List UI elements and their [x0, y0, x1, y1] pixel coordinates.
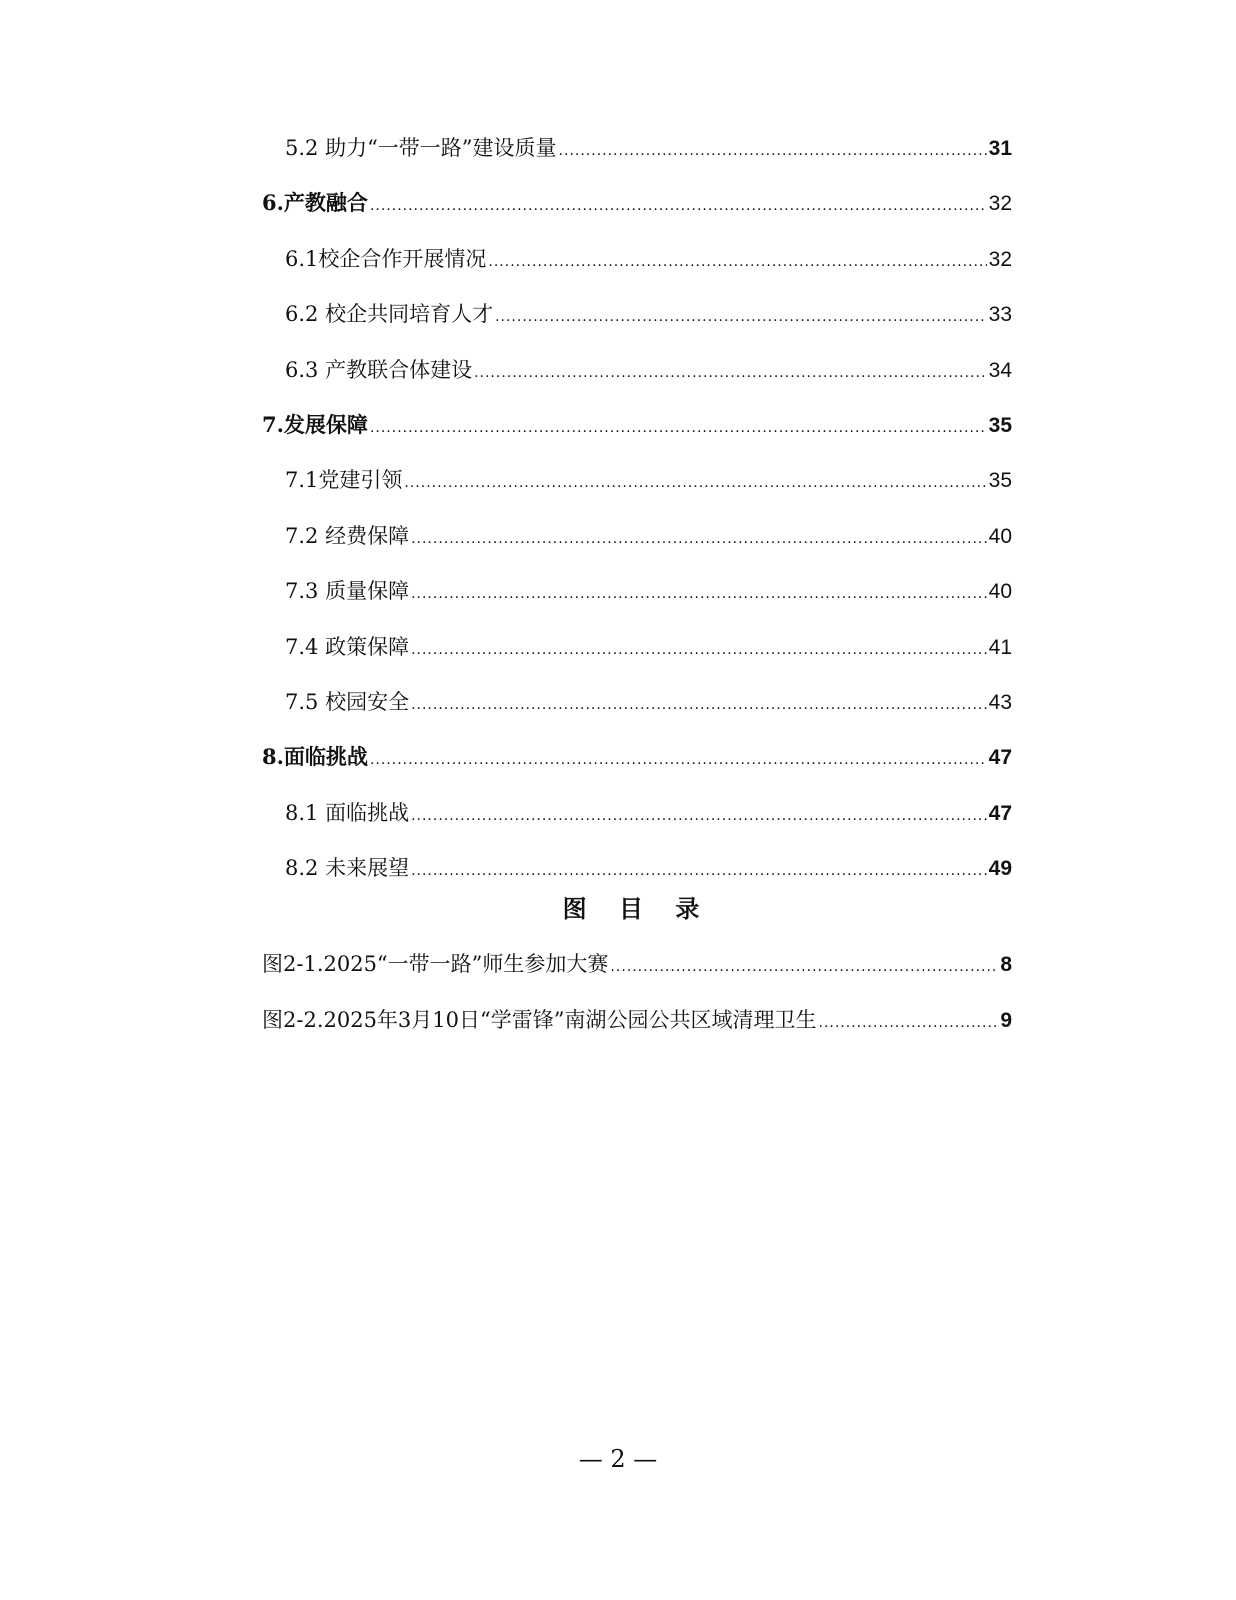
toc-entry-label: 8.2 未来展望 — [285, 856, 410, 881]
toc-entry-label: 6.2 校企共同培育人才 — [285, 302, 494, 327]
toc-entry-label: 7.4 政策保障 — [285, 634, 410, 659]
table-of-contents — [262, 128, 1012, 1055]
toc-entry-page: 40 — [988, 524, 1012, 548]
toc-entry[interactable] — [262, 405, 1012, 460]
dot-leader — [559, 131, 987, 171]
toc-entry[interactable] — [262, 737, 1012, 792]
toc-entry-page: 47 — [988, 746, 1012, 770]
toc-entry-page: 32 — [988, 192, 1012, 216]
toc-entry-page: 8 — [1000, 953, 1012, 977]
toc-entry-page: 32 — [988, 247, 1012, 271]
toc-entry-label: 7.发展保障 — [262, 411, 368, 437]
toc-entry-page: 49 — [988, 857, 1012, 881]
dot-leader — [474, 353, 987, 393]
toc-entry[interactable] — [262, 944, 1012, 999]
toc-entry[interactable] — [262, 128, 1012, 183]
dot-leader — [411, 685, 987, 725]
toc-entry[interactable] — [262, 682, 1012, 737]
toc-entry-page: 35 — [988, 413, 1012, 437]
toc-entry[interactable] — [262, 239, 1012, 294]
dot-leader — [411, 519, 987, 559]
toc-entry-page: 41 — [988, 635, 1012, 659]
toc-entry-page: 35 — [988, 469, 1012, 493]
toc-entry[interactable] — [262, 627, 1012, 682]
toc-entry-page: 34 — [988, 358, 1012, 382]
toc-entry-page: 33 — [988, 303, 1012, 327]
toc-entry-label: 5.2 助力“一带一路”建设质量 — [285, 136, 557, 160]
dot-leader — [370, 408, 987, 448]
toc-entry-page: 47 — [988, 801, 1012, 825]
toc-entry[interactable] — [262, 460, 1012, 515]
toc-entry-page: 40 — [988, 580, 1012, 604]
toc-entry[interactable] — [262, 1000, 1012, 1055]
toc-entry-label: 图2-1.2025“一带一路”师生参加大赛 — [262, 952, 609, 977]
toc-entry-label: 8.1 面临挑战 — [285, 800, 410, 825]
dot-leader — [370, 740, 987, 780]
toc-entry-page: 31 — [988, 137, 1012, 160]
dot-leader — [370, 186, 987, 226]
figure-toc-title: 图 目 录 — [562, 894, 712, 924]
toc-entry-label: 8.面临挑战 — [262, 744, 368, 770]
toc-entry[interactable] — [262, 183, 1012, 238]
dot-leader — [411, 796, 987, 836]
dot-leader — [610, 947, 998, 987]
dot-leader — [819, 1003, 999, 1043]
dot-leader — [411, 574, 987, 614]
toc-entry-label: 7.2 经费保障 — [285, 523, 410, 548]
dot-leader — [495, 297, 987, 337]
toc-entry-label: 6.产教融合 — [262, 190, 368, 216]
dot-leader — [404, 463, 986, 503]
dot-leader — [411, 630, 987, 670]
toc-entry-label: 7.3 质量保障 — [285, 579, 410, 604]
toc-entry-label: 7.5 校园安全 — [285, 689, 410, 714]
toc-entry[interactable] — [262, 571, 1012, 626]
toc-entry[interactable] — [262, 793, 1012, 848]
toc-entry-label: 7.1党建引领 — [285, 468, 403, 493]
toc-entry-label: 6.3 产教联合体建设 — [285, 357, 473, 382]
page-number: — 2 — — [578, 1445, 658, 1473]
toc-entry[interactable] — [262, 350, 1012, 405]
toc-entry-label: 图2-2.2025年3月10日“学雷锋”南湖公园公共区域清理卫生 — [262, 1007, 817, 1032]
toc-entry-page: 43 — [988, 690, 1012, 714]
toc-entry-page: 9 — [1000, 1008, 1012, 1032]
dot-leader — [488, 242, 986, 282]
toc-entry-label: 6.1校企合作开展情况 — [285, 246, 487, 271]
toc-entry[interactable] — [262, 516, 1012, 571]
dot-leader — [411, 851, 987, 891]
toc-entry[interactable] — [262, 294, 1012, 349]
